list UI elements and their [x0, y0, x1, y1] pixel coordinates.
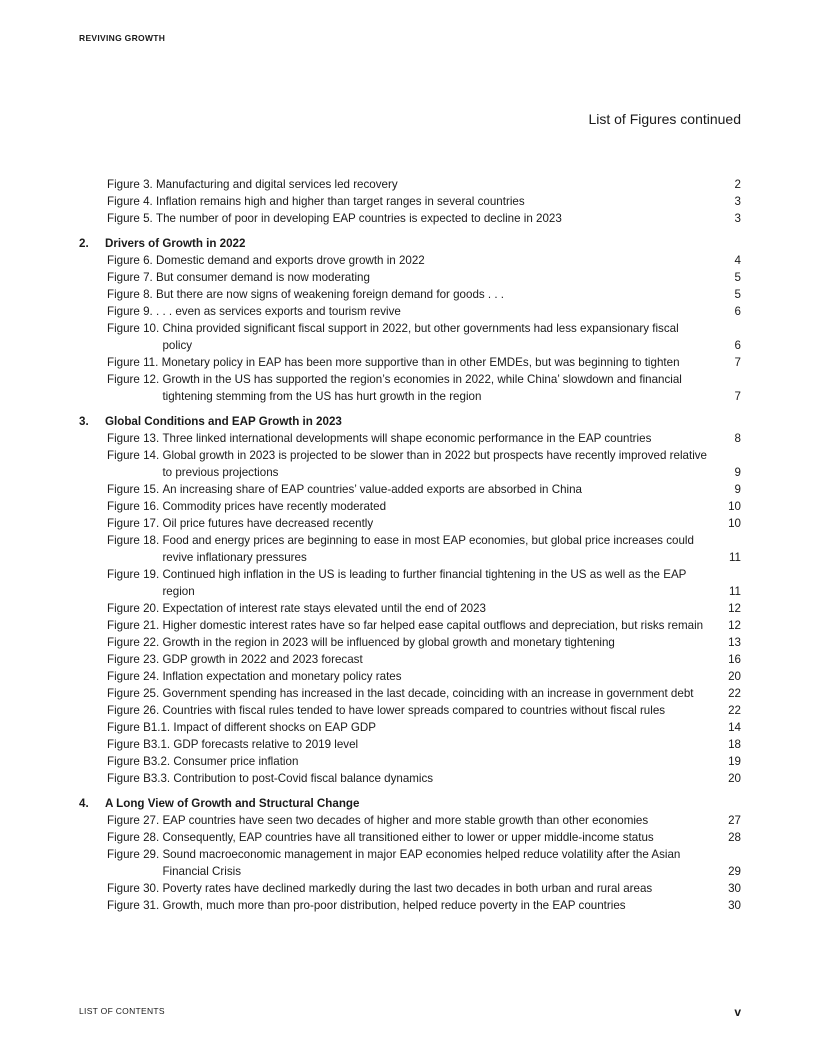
section-title: A Long View of Growth and Structural Change — [105, 797, 360, 810]
figure-title: An increasing share of EAP countries’ value-added exports are absorbed in China — [162, 483, 582, 496]
section-heading[interactable] — [79, 235, 741, 252]
entry-text — [107, 210, 713, 227]
page-ref: 5 — [734, 271, 741, 284]
figure-title: Domestic demand and exports drove growth in 2022 — [156, 254, 425, 267]
toc-entry[interactable] — [79, 617, 741, 634]
figure-title: Higher domestic interest rates have so far helped ease capital outflows and depreciation, but risks remain — [162, 619, 704, 632]
figure-title: Government spending has increased in the last decade, coinciding with an increase in government debt — [162, 687, 694, 700]
entry-text — [107, 252, 713, 269]
toc-entry[interactable] — [79, 846, 741, 880]
figure-label: Figure 25. — [107, 687, 160, 700]
running-head: REVIVING GROWTH — [79, 33, 166, 43]
toc-entry[interactable] — [79, 498, 741, 515]
toc-entry[interactable] — [79, 770, 741, 787]
figure-title: Manufacturing and digital services led recovery — [156, 178, 398, 191]
figure-title: Three linked international developments will shape economic performance in the EAP countries — [162, 432, 652, 445]
entry-text — [107, 719, 713, 736]
figure-label: Figure 11. — [107, 356, 159, 369]
toc-entry[interactable] — [79, 210, 741, 227]
entry-text — [107, 303, 713, 320]
toc-entry[interactable] — [79, 481, 741, 498]
figure-title: Growth, much more than pro-poor distribution, helped reduce poverty in the EAP countries — [162, 899, 626, 912]
entry-text — [107, 634, 713, 651]
figure-label: Figure 22. — [107, 636, 160, 649]
list-of-figures — [79, 176, 741, 914]
toc-sections — [79, 227, 741, 914]
figure-label: Figure 21. — [107, 619, 160, 632]
entry-text — [107, 812, 713, 829]
figure-label: Figure 17. — [107, 517, 160, 530]
page-ref: 14 — [728, 721, 741, 734]
figure-label: Figure 9. — [107, 305, 153, 318]
figure-title: Monetary policy in EAP has been more supportive than in other EMDEs, but was beginning to tighten — [161, 356, 680, 369]
section-heading[interactable] — [79, 413, 741, 430]
toc-entry[interactable] — [79, 812, 741, 829]
page-ref: 11 — [728, 585, 741, 598]
figure-label: Figure 6. — [107, 254, 153, 267]
figure-label: Figure 18. — [107, 534, 160, 547]
entry-text — [107, 566, 713, 600]
toc-entry[interactable] — [79, 193, 741, 210]
figure-label: Figure 27. — [107, 814, 160, 827]
figure-title: Oil price futures have decreased recently — [162, 517, 374, 530]
figure-label: Figure 20. — [107, 602, 160, 615]
figure-title: Food and energy prices are beginning to ease in most EAP economies, but global price increases could revive inflationary pressures — [162, 534, 694, 564]
entry-text — [107, 600, 713, 617]
page-title: List of Figures continued — [588, 111, 741, 127]
figure-label: Figure 3. — [107, 178, 153, 191]
figure-label: Figure 19. — [107, 568, 160, 581]
entry-text — [107, 286, 713, 303]
figure-label: Figure 13. — [107, 432, 160, 445]
page-ref: 10 — [728, 500, 741, 513]
page-ref: 9 — [734, 466, 741, 479]
toc-entry[interactable] — [79, 651, 741, 668]
page-ref: 3 — [734, 212, 741, 225]
figure-label: Figure 15. — [107, 483, 160, 496]
entry-text — [107, 651, 713, 668]
toc-entry[interactable] — [79, 897, 741, 914]
figure-title: But consumer demand is now moderating — [156, 271, 370, 284]
figure-label: Figure 31. — [107, 899, 160, 912]
entry-text — [107, 371, 713, 405]
figure-label: Figure 14. — [107, 449, 160, 462]
page-ref: 6 — [734, 305, 741, 318]
entry-text — [107, 702, 713, 719]
entry-text — [107, 668, 713, 685]
section-gap — [79, 787, 741, 795]
section-number: 2. — [79, 237, 89, 250]
page-ref: 27 — [728, 814, 741, 827]
figure-label: Figure 5. — [107, 212, 153, 225]
page-ref: 3 — [734, 195, 741, 208]
footer-text: LIST OF CONTENTS — [79, 1006, 165, 1016]
entry-text — [107, 846, 713, 880]
figure-label: Figure 26. — [107, 704, 160, 717]
entry-text — [107, 770, 713, 787]
section-heading[interactable] — [79, 795, 741, 812]
entry-text — [107, 430, 713, 447]
figure-label: Figure B3.3. — [107, 772, 171, 785]
toc-entry[interactable] — [79, 371, 741, 405]
figure-title: The number of poor in developing EAP countries is expected to decline in 2023 — [156, 212, 562, 225]
figure-title: Sound macroeconomic management in major EAP economies helped reduce volatility after the Asian Financial Crisis — [162, 848, 681, 878]
entry-text — [107, 498, 713, 515]
figure-label: Figure 8. — [107, 288, 153, 301]
toc-entry[interactable] — [79, 252, 741, 269]
page-ref: 7 — [734, 390, 741, 403]
entry-text — [107, 880, 713, 897]
toc-entry[interactable] — [79, 303, 741, 320]
toc-entry[interactable] — [79, 354, 741, 371]
toc-entry[interactable] — [79, 668, 741, 685]
figure-label: Figure 30. — [107, 882, 160, 895]
page-ref: 2 — [734, 178, 741, 191]
entry-text — [107, 176, 713, 193]
section-gap — [79, 227, 741, 235]
figure-label: Figure 16. — [107, 500, 160, 513]
page-ref: 20 — [728, 772, 741, 785]
figure-label: Figure 7. — [107, 271, 153, 284]
page-ref: 16 — [728, 653, 741, 666]
entry-text — [107, 617, 713, 634]
toc-entry[interactable] — [79, 269, 741, 286]
page-ref: 22 — [728, 704, 741, 717]
figure-title: Continued high inflation in the US is leading to further financial tightening in the US as well as the EAP region — [162, 568, 687, 598]
figure-title: . . . even as services exports and tourism revive — [156, 305, 401, 318]
figure-label: Figure 23. — [107, 653, 160, 666]
page-ref: 5 — [734, 288, 741, 301]
toc-entry[interactable] — [79, 829, 741, 846]
toc-entry[interactable] — [79, 566, 741, 600]
figure-title: Poverty rates have declined markedly during the last two decades in both urban and rural areas — [162, 882, 653, 895]
entry-text — [107, 753, 713, 770]
toc-entry[interactable] — [79, 736, 741, 753]
figure-label: Figure 4. — [107, 195, 153, 208]
lead-entries — [79, 176, 741, 227]
figure-title: Inflation expectation and monetary policy rates — [162, 670, 402, 683]
page-ref: 7 — [734, 356, 741, 369]
figure-title: Expectation of interest rate stays elevated until the end of 2023 — [162, 602, 486, 615]
figure-title: GDP forecasts relative to 2019 level — [173, 738, 359, 751]
entry-text — [107, 685, 713, 702]
figure-title: Consequently, EAP countries have all transitioned either to lower or upper middle-income status — [162, 831, 654, 844]
toc-entry[interactable] — [79, 320, 741, 354]
page-ref: 13 — [728, 636, 741, 649]
figure-title: Inflation remains high and higher than target ranges in several countries — [156, 195, 525, 208]
figure-label: Figure B3.1. — [107, 738, 171, 751]
toc-entry[interactable] — [79, 685, 741, 702]
toc-entry[interactable] — [79, 600, 741, 617]
figure-label: Figure 24. — [107, 670, 160, 683]
figure-title: Growth in the region in 2023 will be influenced by global growth and monetary tightening — [162, 636, 615, 649]
page-ref: 22 — [728, 687, 741, 700]
entry-text — [107, 829, 713, 846]
page-ref: 6 — [734, 339, 741, 352]
toc-entry[interactable] — [79, 880, 741, 897]
toc-entry[interactable] — [79, 753, 741, 770]
figure-label: Figure 10. — [107, 322, 160, 335]
figure-title: EAP countries have seen two decades of higher and more stable growth than other economies — [162, 814, 649, 827]
section-number: 3. — [79, 415, 89, 428]
figure-title: Consumer price inflation — [173, 755, 299, 768]
figure-label: Figure 28. — [107, 831, 160, 844]
entry-text — [107, 447, 713, 481]
page-ref: 19 — [728, 755, 741, 768]
toc-entry[interactable] — [79, 447, 741, 481]
entry-text — [107, 269, 713, 286]
page-ref: 8 — [734, 432, 741, 445]
figure-title: Contribution to post-Covid fiscal balance dynamics — [173, 772, 434, 785]
entry-text — [107, 481, 713, 498]
entry-text — [107, 320, 713, 354]
section-number: 4. — [79, 797, 89, 810]
page-ref: 4 — [734, 254, 741, 267]
toc-entry[interactable] — [79, 532, 741, 566]
page-ref: 30 — [728, 899, 741, 912]
figure-label: Figure B1.1. — [107, 721, 171, 734]
toc-entry[interactable] — [79, 634, 741, 651]
figure-label: Figure 29. — [107, 848, 160, 861]
page-ref: 10 — [728, 517, 741, 530]
entry-text — [107, 736, 713, 753]
entry-text — [107, 897, 713, 914]
figure-title: Growth in the US has supported the region’s economies in 2022, while China’ slowdown and financial tightening stemming from the US has hurt growth in the region — [162, 373, 682, 403]
page-ref: 28 — [728, 831, 741, 844]
toc-entry[interactable] — [79, 515, 741, 532]
page-ref: 11 — [728, 551, 741, 564]
figure-title: Global growth in 2023 is projected to be slower than in 2022 but prospects have recently improved relative to previous projections — [162, 449, 708, 479]
toc-entry[interactable] — [79, 286, 741, 303]
page-ref: 29 — [728, 865, 741, 878]
entry-text — [107, 532, 713, 566]
page-number: v — [734, 1005, 741, 1019]
page-ref: 30 — [728, 882, 741, 895]
toc-entry[interactable] — [79, 719, 741, 736]
toc-entry[interactable] — [79, 430, 741, 447]
entry-text — [107, 515, 713, 532]
page-ref: 12 — [728, 619, 741, 632]
entry-text — [107, 354, 713, 371]
figure-title: Commodity prices have recently moderated — [162, 500, 387, 513]
page-ref: 20 — [728, 670, 741, 683]
page-ref: 12 — [728, 602, 741, 615]
section-gap — [79, 405, 741, 413]
figure-label: Figure 12. — [107, 373, 160, 386]
toc-entry[interactable] — [79, 702, 741, 719]
figure-title: Countries with fiscal rules tended to have lower spreads compared to countries without fiscal rules — [162, 704, 666, 717]
figure-title: China provided significant fiscal support in 2022, but other governments had less expansionary fiscal policy — [162, 322, 679, 352]
figure-title: But there are now signs of weakening foreign demand for goods . . . — [156, 288, 505, 301]
figure-title: GDP growth in 2022 and 2023 forecast — [162, 653, 363, 666]
entry-text — [107, 193, 713, 210]
toc-entry[interactable] — [79, 176, 741, 193]
figure-title: Impact of different shocks on EAP GDP — [173, 721, 376, 734]
page-ref: 9 — [734, 483, 741, 496]
section-title: Global Conditions and EAP Growth in 2023 — [105, 415, 342, 428]
page-ref: 18 — [728, 738, 741, 751]
section-title: Drivers of Growth in 2022 — [105, 237, 246, 250]
figure-label: Figure B3.2. — [107, 755, 171, 768]
